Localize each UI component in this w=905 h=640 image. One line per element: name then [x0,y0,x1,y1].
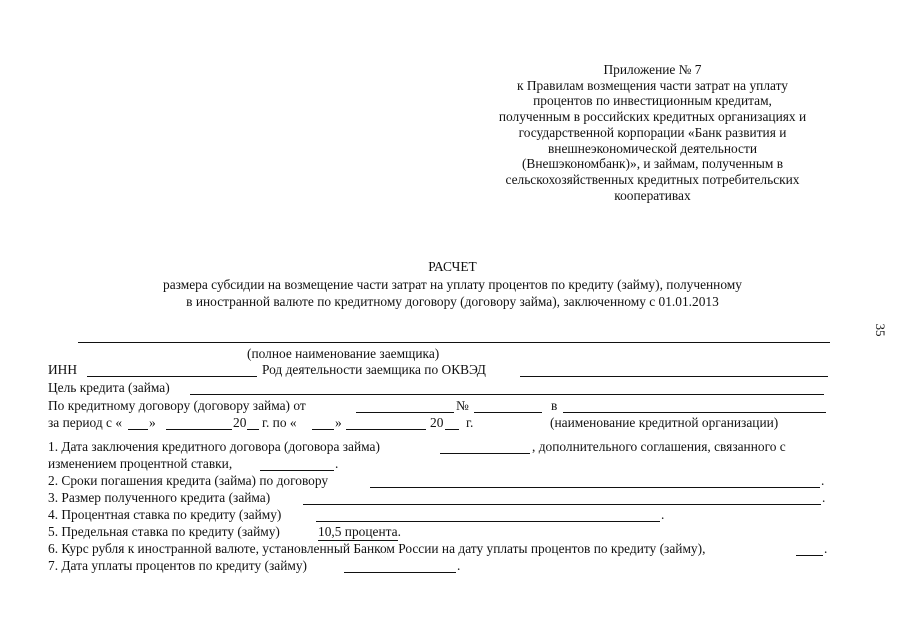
number-label: № [456,398,469,413]
dot: . [661,507,665,522]
dot: . [397,524,401,539]
year-prefix: 20 [430,415,444,430]
period-end-day-field[interactable] [312,415,334,430]
contract-label: По кредитному договору (договору займа) от [48,398,306,413]
contract-conclusion-date-field[interactable] [440,439,530,454]
year-prefix: 20 [233,415,247,430]
purpose-label: Цель кредита (займа) [48,380,170,395]
contract-date-field[interactable] [356,398,454,413]
appendix-line: внешнеэкономической деятельности [547,140,757,156]
dot: . [335,456,339,471]
credit-org-caption: (наименование кредитной организации) [550,415,779,430]
interest-payment-date-field[interactable] [344,558,456,573]
document-subtitle-line2: в иностранной валюте по кредитному договору (договору займа), заключенному с 01.01.2013 [186,294,719,309]
appendix-line: процентов по инвестиционным кредитам, [533,93,772,109]
appendix-line: (Внешэкономбанк)», и займам, полученным в [521,156,784,172]
borrower-name-field[interactable] [78,327,830,343]
appendix-header [450,62,855,203]
max-rate-value: 10,5 процента [318,524,398,539]
inn-label: ИНН [48,362,78,377]
item-5-label: 5. Предельная ставка по кредиту (займу) [48,524,280,539]
interest-rate-field[interactable] [316,507,660,522]
borrower-name-caption: (полное наименование заемщика) [247,346,440,361]
item-4-label: 4. Процентная ставка по кредиту (займу) [48,507,282,522]
period-start-year-field[interactable] [247,415,259,430]
item-6-label: 6. Курс рубля к иностранной валюте, установленный Банком России на дату уплаты процентов по кредиту (займу), [48,541,706,556]
period-start-month-field[interactable] [166,415,232,430]
quote-close: » [149,415,156,430]
item-1-second-line: изменением процентной ставки, [48,456,233,471]
appendix-line: сельскохозяйственных кредитных потребительских [505,171,800,187]
rate-change-field[interactable] [260,456,334,471]
item-1-continuation: , дополнительного соглашения, связанного с [532,439,786,454]
dot: . [821,473,825,488]
dot: . [457,558,461,573]
appendix-line: к Правилам возмещения части затрат на уплату [517,77,788,93]
item-2-label: 2. Сроки погашения кредита (займа) по договору [48,473,329,488]
period-start-label: за период с « [48,415,123,430]
dot: . [822,490,826,505]
contract-number-field[interactable] [474,398,542,413]
in-label: в [551,398,558,413]
appendix-line: государственной корпорации «Банк развития и [518,124,787,140]
appendix-line: Приложение № 7 [603,62,702,77]
credit-org-field[interactable] [563,398,826,413]
credit-amount-field[interactable] [303,490,821,505]
dot: . [824,541,828,556]
period-end-month-field[interactable] [346,415,426,430]
item-7-label: 7. Дата уплаты процентов по кредиту (займу) [48,558,307,573]
appendix-line: кооперативах [614,187,691,203]
okved-label: Род деятельности заемщика по ОКВЭД [262,362,486,377]
period-start-day-field[interactable] [128,415,148,430]
item-3-label: 3. Размер полученного кредита (займа) [48,490,271,505]
appendix-line: полученным в российских кредитных организациях и [498,109,807,125]
quote-close: » [335,415,342,430]
repayment-terms-field[interactable] [370,473,820,488]
page-number: 35 [873,323,888,337]
document-subtitle-line1: размера субсидии на возмещение части затрат на уплату процентов по кредиту (займу), полученному [163,277,742,292]
purpose-field[interactable] [190,380,824,395]
period-end-year-field[interactable] [445,415,459,430]
inn-field[interactable] [87,362,257,377]
exchange-rate-field[interactable] [796,541,823,556]
item-1-label: 1. Дата заключения кредитного договора (договора займа) [48,439,380,454]
okved-field[interactable] [520,362,828,377]
year-suffix: г. [466,415,474,430]
max-rate-wrapper [318,524,401,541]
document-title: РАСЧЕТ [428,259,477,274]
period-to-label: г. по « [262,415,297,430]
